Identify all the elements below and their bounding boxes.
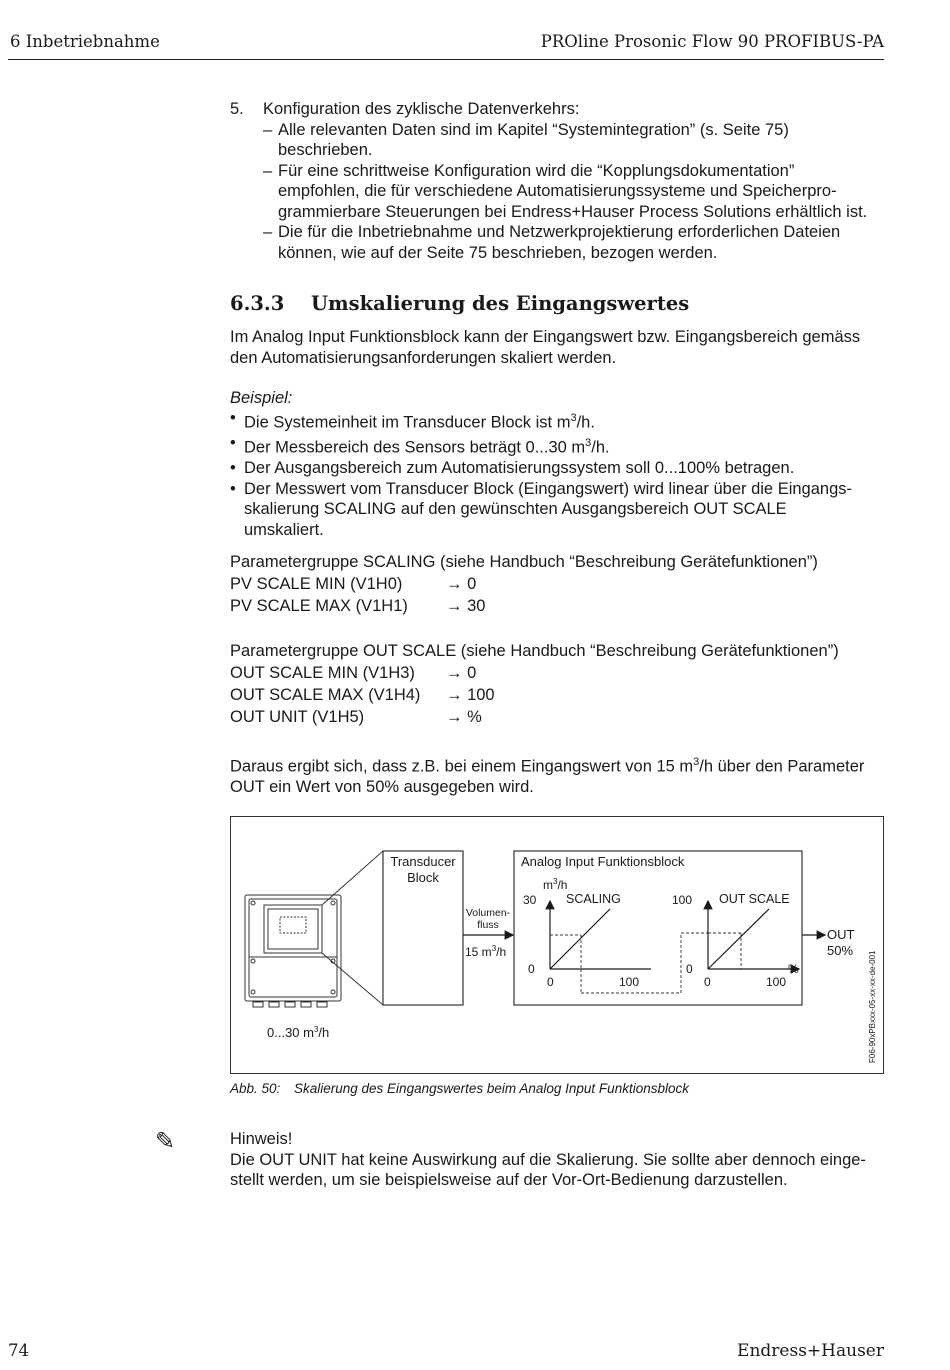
out-y-max: 100	[672, 893, 693, 907]
intro-line: Im Analog Input Funktionsblock kann der Eingangswert bzw. Eingangsbereich gemäss	[230, 328, 861, 346]
outscale-chart	[708, 901, 799, 969]
scaling-y-min: 0	[528, 962, 535, 976]
dash-line: grammierbare Steuerungen bei Endress+Hauser Process Solutions erhältlich ist.	[278, 202, 868, 221]
scaling-unit: $m^3/h$	[543, 877, 568, 892]
section-title: Umskalierung des Eingangswertes	[311, 292, 690, 315]
out-x-min: 0	[704, 975, 711, 989]
step-dash-item: – Alle relevanten Daten sind im Kapitel “Systemintegration” (s. Seite 75) beschrieben.	[230, 120, 890, 161]
flow-value: 15 $m^3/h$	[465, 944, 507, 959]
bullet-item: • Die Systemeinheit im Transducer Block ist $m^3/h$.	[230, 409, 595, 432]
dash-line: Alle relevanten Daten sind im Kapitel “Systemintegration” (s. Seite 75)	[278, 120, 789, 139]
note-line: Die OUT UNIT hat keine Auswirkung auf die Skalierung. Sie sollte aber dennoch einge-	[230, 1150, 866, 1169]
caption-text: Skalierung des Eingangswertes beim Analog Input Funktionsblock	[294, 1081, 689, 1096]
step-number: 5.	[230, 100, 244, 118]
note-line: stellt werden, um sie beispielsweise auf der Vor-Ort-Bedienung darzustellen.	[230, 1171, 788, 1189]
param-row: OUT UNIT (V1H5) → %	[230, 708, 482, 726]
header-rule	[8, 59, 884, 60]
dash-line: Für eine schrittweise Konfiguration wird die “Kopplungsdokumentation”	[278, 161, 795, 180]
param-group-title: Parametergruppe SCALING (siehe Handbuch “Beschreibung Gerätefunktionen”)	[230, 553, 818, 571]
caption-number: Abb. 50:	[230, 1081, 281, 1096]
figure-scaling-diagram	[230, 816, 884, 1074]
out-x-max: 100	[766, 975, 787, 989]
step-title: Konfiguration des zyklische Datenverkehrs:	[263, 100, 580, 118]
out-label: OUT	[827, 927, 855, 942]
transmitter-icon	[245, 895, 341, 1007]
dash-line: können, wie auf der Seite 75 beschrieben, bezogen werden.	[278, 243, 718, 262]
step-dash-item: – Für eine schrittweise Konfiguration wird die “Kopplungsdokumentation” empfohlen, die für verschiedene Automatisierungssysteme und Speicherpro- grammierbare Steuerungen bei Endress+Hauser Process Solutions erhältlich ist.	[230, 161, 890, 223]
flow-label: Volumen-	[465, 907, 511, 919]
step-dash-item: – Die für die Inbetriebnahme und Netzwerkprojektierung erforderlichen Dateien können, wie auf der Seite 75 beschrieben, bezogen werden.	[230, 222, 890, 263]
param-row: PV SCALE MAX (V1H1) → 30	[230, 597, 486, 615]
scaling-diagram-svg	[231, 817, 885, 1075]
analog-input-block	[514, 851, 802, 1005]
param-row: PV SCALE MIN (V1H0) → 0	[230, 575, 477, 593]
figure-code: F06-90xPBxxx-05-xx-xx-de-001	[868, 950, 877, 1063]
dash-line: empfohlen, die für verschiedene Automatisierungssysteme und Speicherpro-	[278, 182, 837, 200]
chapter-heading: 6 Inbetriebnahme	[10, 32, 160, 51]
dash-line: beschrieben.	[278, 141, 373, 159]
scaling-y-max: 30	[523, 893, 537, 907]
scaling-param-group	[230, 551, 890, 617]
brand-logo: Endress+Hauser	[737, 1341, 884, 1361]
bullet-item: • Der Messbereich des Sensors beträgt 0...30 $m^3/h$.	[230, 434, 610, 457]
analog-input-title: Analog Input Funktionsblock	[521, 854, 685, 869]
intro-line: den Automatisierungsanforderungen skaliert werden.	[230, 348, 617, 367]
note-title: Hinweis!	[230, 1130, 293, 1148]
pencil-icon: ✎	[155, 1128, 176, 1155]
intro-paragraph	[230, 327, 890, 368]
outscale-param-group	[230, 640, 890, 728]
transducer-label: Transducer	[390, 854, 456, 869]
page-number: 74	[8, 1341, 29, 1360]
out-value: 50%	[827, 943, 854, 958]
outscale-label: OUT SCALE	[719, 892, 790, 906]
product-title: PROline Prosonic Flow 90 PROFIBUS-PA	[540, 32, 884, 51]
example-bullets	[230, 408, 890, 540]
scaling-x-max: 100	[619, 975, 640, 989]
bullet-item: • Der Ausgangsbereich zum Automatisierungssystem soll 0...100% betragen.	[230, 459, 795, 477]
figure-caption	[230, 1081, 689, 1096]
range-label: 0...30 $m^3/h$	[267, 1025, 330, 1040]
flow-label: fluss	[477, 919, 499, 931]
note-box	[230, 1129, 890, 1191]
param-row: OUT SCALE MIN (V1H3) → 0	[230, 664, 477, 682]
section-number: 6.3.3	[230, 292, 285, 315]
scaling-x-min: 0	[547, 975, 554, 989]
out-percent: %	[788, 962, 799, 976]
dash-line: Die für die Inbetriebnahme und Netzwerkprojektierung erforderlichen Dateien	[278, 223, 841, 241]
section-heading	[230, 292, 689, 315]
bullet-item: • Der Messwert vom Transducer Block (Eingangswert) wird linear über die Eingangs- skalierung SCALING auf den gewünschten Ausgangsbereich OUT SCALE umskaliert.	[230, 479, 852, 539]
result-paragraph: Daraus ergibt sich, dass z.B. bei einem Eingangswert von 15 $m^3/h$ über den Parameter OUT ein Wert von 50% ausgegeben wird.	[230, 756, 865, 796]
out-y-min: 0	[686, 962, 693, 976]
param-row: OUT SCALE MAX (V1H4) → 100	[230, 686, 495, 704]
scaling-label: SCALING	[566, 892, 621, 906]
example-label: Beispiel:	[230, 389, 293, 407]
param-group-title: Parametergruppe OUT SCALE (siehe Handbuch “Beschreibung Gerätefunktionen”)	[230, 642, 839, 660]
transducer-label: Block	[407, 870, 439, 885]
step-5	[230, 99, 890, 263]
